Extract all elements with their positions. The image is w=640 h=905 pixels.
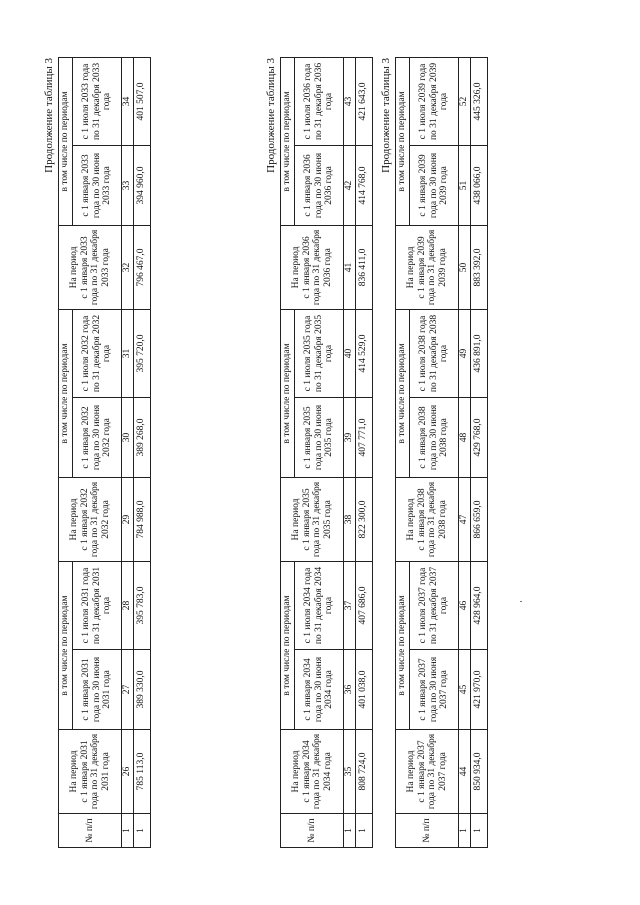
periods-header: в том числе по периодам (59, 57, 73, 225)
row-number: 1 (133, 814, 150, 848)
period-header: На период с 1 января 2034 года по 31 декабря 2034 года (281, 730, 344, 814)
value-cell: 394 960,0 (133, 145, 150, 225)
index-row (122, 57, 134, 847)
table-caption: Продолжение таблицы 3 (380, 58, 392, 173)
half-year-header: с 1 января 2033 года по 30 июня 2033 года (73, 145, 122, 225)
half-year-header: с 1 июля 2039 года по 31 декабря 2039 года (410, 57, 459, 145)
row-number: 1 (470, 814, 487, 848)
column-index: 51 (459, 145, 471, 225)
half-year-header: с 1 июля 2034 года по 31 декабря 2034 года (295, 561, 344, 649)
column-index: 49 (459, 309, 471, 397)
column-index: 35 (344, 730, 356, 814)
column-index: 46 (459, 561, 471, 649)
value-cell: 883 392,0 (470, 225, 487, 309)
half-year-header: с 1 июля 2038 года по 31 декабря 2038 года (410, 309, 459, 397)
periods-header: в том числе по периодам (396, 561, 410, 729)
column-index: 37 (344, 561, 356, 649)
half-year-header: с 1 января 2032 года по 30 июня 2032 года (73, 397, 122, 477)
value-row (133, 57, 150, 847)
period-header: На период с 1 января 2031 года по 31 декабря 2031 года (59, 730, 122, 814)
table-caption: Продолжение таблицы 3 (265, 58, 277, 173)
period-header: На период с 1 января 2038 года по 31 декабря 2038 года (396, 477, 459, 561)
half-year-header: с 1 июля 2037 года по 31 декабря 2037 года (410, 561, 459, 649)
half-year-header: с 1 января 2037 года по 30 июня 2037 года (410, 650, 459, 730)
value-cell: 407 771,0 (355, 397, 372, 477)
value-cell: 421 970,0 (470, 650, 487, 730)
data-table (395, 57, 488, 848)
value-cell: 395 720,0 (133, 309, 150, 397)
value-cell: 866 659,0 (470, 477, 487, 561)
half-year-header: с 1 июля 2036 года по 31 декабря 2036 года (295, 57, 344, 145)
value-cell: 428 964,0 (470, 561, 487, 649)
column-index: 30 (122, 397, 134, 477)
value-cell: 822 300,0 (355, 477, 372, 561)
period-header: На период с 1 января 2039 года по 31 декабря 2039 года (396, 225, 459, 309)
column-index: 26 (122, 730, 134, 814)
value-row (355, 57, 372, 847)
half-year-header: с 1 января 2035 года по 30 июня 2035 года (295, 397, 344, 477)
value-cell: 784 988,0 (133, 477, 150, 561)
value-cell: 414 529,0 (355, 309, 372, 397)
half-year-header: с 1 января 2039 года по 30 июня 2039 года (410, 145, 459, 225)
period-header: На период с 1 января 2036 года по 31 декабря 2036 года (281, 225, 344, 309)
column-index: 47 (459, 477, 471, 561)
scan-speck (520, 601, 522, 602)
data-table (58, 57, 151, 848)
table-block-3 (380, 58, 495, 848)
half-year-header: с 1 июля 2031 года по 31 декабря 2031 года (73, 561, 122, 649)
column-index: 42 (344, 145, 356, 225)
periods-header: в том числе по периодам (59, 309, 73, 477)
period-header: На период с 1 января 2032 года по 31 декабря 2032 года (59, 477, 122, 561)
column-index: 45 (459, 650, 471, 730)
index-row (459, 57, 471, 847)
table-block-2 (265, 58, 380, 848)
column-index: 52 (459, 57, 471, 145)
period-header: На период с 1 января 2033 года по 31 декабря 2033 года (59, 225, 122, 309)
value-cell: 836 411,0 (355, 225, 372, 309)
table-block-1 (43, 58, 158, 848)
value-cell: 436 891,0 (470, 309, 487, 397)
column-index: 44 (459, 730, 471, 814)
periods-header: в том числе по периодам (59, 561, 73, 729)
half-year-header: с 1 января 2038 года по 30 июня 2038 года (410, 397, 459, 477)
value-cell: 389 268,0 (133, 397, 150, 477)
periods-header: в том числе по периодам (396, 309, 410, 477)
half-year-header: с 1 января 2036 года по 30 июня 2036 года (295, 145, 344, 225)
half-year-header: с 1 января 2031 года по 30 июня 2031 года (73, 650, 122, 730)
row-number: 1 (344, 814, 356, 848)
half-year-header: с 1 января 2034 года по 30 июня 2034 года (295, 650, 344, 730)
half-year-header: с 1 июля 2032 года по 31 декабря 2032 года (73, 309, 122, 397)
column-index: 43 (344, 57, 356, 145)
value-cell: 421 643,0 (355, 57, 372, 145)
period-header: На период с 1 января 2035 года по 31 декабря 2035 года (281, 477, 344, 561)
value-cell: 445 326,0 (470, 57, 487, 145)
value-row (470, 57, 487, 847)
column-index: 40 (344, 309, 356, 397)
no-header: № п/п (281, 814, 344, 848)
index-row (344, 57, 356, 847)
column-index: 27 (122, 650, 134, 730)
half-year-header: с 1 июля 2035 года по 31 декабря 2035 года (295, 309, 344, 397)
row-number: 1 (459, 814, 471, 848)
column-index: 28 (122, 561, 134, 649)
column-index: 29 (122, 477, 134, 561)
period-header: На период с 1 января 2037 года по 31 декабря 2037 года (396, 730, 459, 814)
value-cell: 785 113,0 (133, 730, 150, 814)
column-index: 34 (122, 57, 134, 145)
column-index: 31 (122, 309, 134, 397)
value-cell: 407 686,0 (355, 561, 372, 649)
column-index: 38 (344, 477, 356, 561)
column-index: 36 (344, 650, 356, 730)
data-table (280, 57, 373, 848)
value-cell: 438 066,0 (470, 145, 487, 225)
value-cell: 796 467,0 (133, 225, 150, 309)
column-index: 48 (459, 397, 471, 477)
value-cell: 429 768,0 (470, 397, 487, 477)
periods-header: в том числе по периодам (281, 561, 295, 729)
value-cell: 401 038,0 (355, 650, 372, 730)
value-cell: 414 768,0 (355, 145, 372, 225)
column-index: 41 (344, 225, 356, 309)
periods-header: в том числе по периодам (281, 309, 295, 477)
value-cell: 850 934,0 (470, 730, 487, 814)
table-caption: Продолжение таблицы 3 (43, 58, 55, 173)
row-number: 1 (122, 814, 134, 848)
periods-header: в том числе по периодам (396, 57, 410, 225)
no-header: № п/п (59, 814, 122, 848)
value-cell: 389 330,0 (133, 650, 150, 730)
column-index: 39 (344, 397, 356, 477)
value-cell: 395 783,0 (133, 561, 150, 649)
column-index: 50 (459, 225, 471, 309)
no-header: № п/п (396, 814, 459, 848)
half-year-header: с 1 июля 2033 года по 31 декабря 2033 года (73, 57, 122, 145)
periods-header: в том числе по периодам (281, 57, 295, 225)
column-index: 32 (122, 225, 134, 309)
value-cell: 808 724,0 (355, 730, 372, 814)
value-cell: 401 507,0 (133, 57, 150, 145)
column-index: 33 (122, 145, 134, 225)
row-number: 1 (355, 814, 372, 848)
